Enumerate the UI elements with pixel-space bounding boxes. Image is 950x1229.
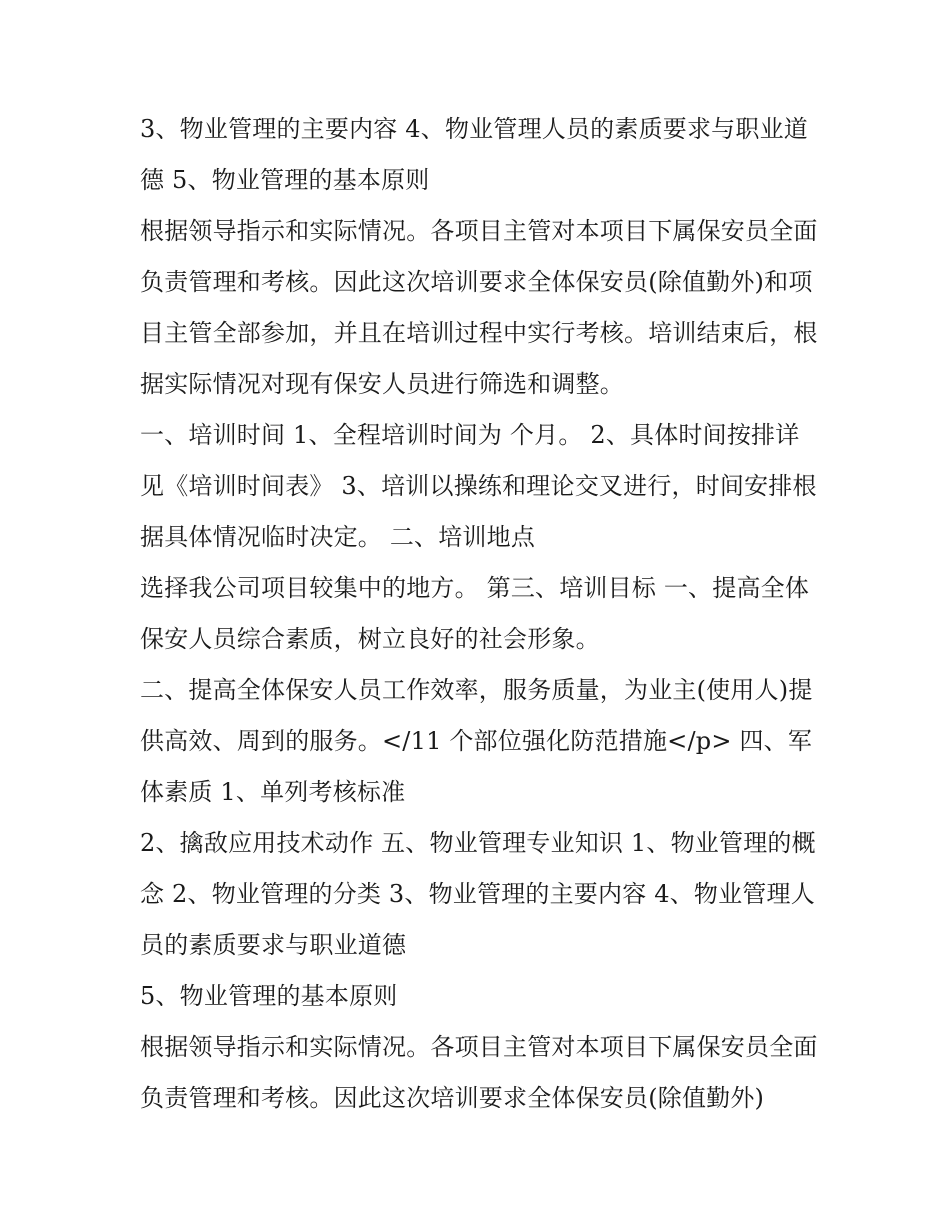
paragraph: 3、物业管理的主要内容 4、物业管理人员的素质要求与职业道德 5、物业管理的基本原则	[140, 115, 808, 194]
paragraph: 根据领导指示和实际情况。各项目主管对本项目下属保安员全面负责管理和考核。因此这次培训要求全体保安员(除值勤外)和项目主管全部参加，并且在培训过程中实行考核。培训结束后，根据实际情况对现有保安人员进行筛选和调整。	[140, 217, 818, 398]
paragraph: 根据领导指示和实际情况。各项目主管对本项目下属保安员全面负责管理和考核。因此这次培训要求全体保安员(除值勤外)	[140, 1033, 818, 1112]
paragraph: 一、培训时间 1、全程培训时间为 个月。 2、具体时间按排详见《培训时间表》 3、培训以操练和理论交叉进行，时间安排根据具体情况临时决定。 二、培训地点	[140, 421, 817, 551]
paragraph: 选择我公司项目较集中的地方。 第三、培训目标 一、提高全体保安人员综合素质，树立良好的社会形象。	[140, 574, 810, 653]
document-body	[140, 104, 820, 1124]
paragraph: 2、擒敌应用技术动作 五、物业管理专业知识 1、物业管理的概念 2、物业管理的分类 3、物业管理的主要内容 4、物业管理人员的素质要求与职业道德	[140, 829, 816, 959]
paragraph: 5、物业管理的基本原则	[140, 982, 398, 1010]
paragraph: 二、提高全体保安人员工作效率，服务质量，为业主(使用人)提供高效、周到的服务。</11 个部位强化防范措施</p> 四、军体素质 1、单列考核标准	[140, 676, 813, 806]
